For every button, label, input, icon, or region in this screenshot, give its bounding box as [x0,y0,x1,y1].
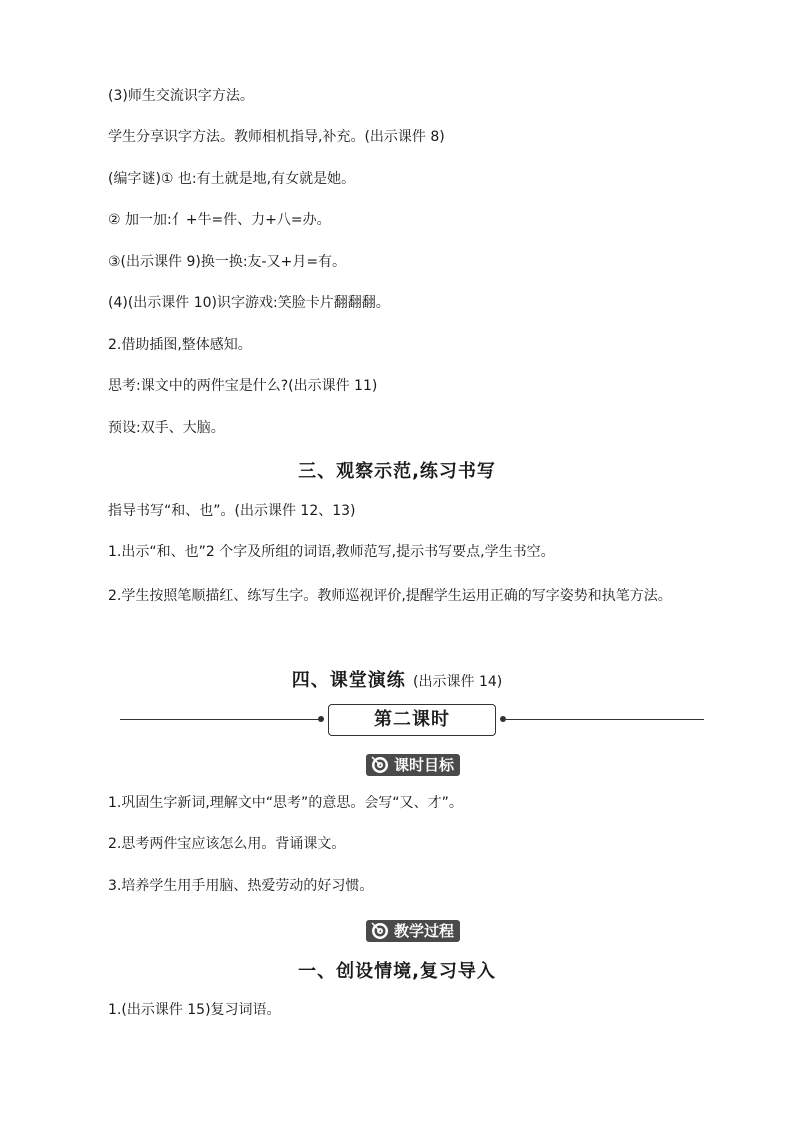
goal-item: 2.思考两件宝应该怎么用。背诵课文。 [108,836,346,852]
divider-dot-left [318,716,324,722]
section-heading-text: 四、课堂演练 [291,670,406,691]
goal-item: 1.巩固生字新词,理解文中“思考”的意思。会写“又、才”。 [108,795,463,811]
goal-item: 3.培养学生用手用脑、热爱劳动的好习惯。 [108,878,374,894]
text-line: 学生分享识字方法。教师相机指导,补充。(出示课件 8) [108,129,445,145]
goals-badge-label: 课时目标 [394,756,455,774]
section-heading: 一、创设情境,复习导入 [298,961,496,982]
text-line: (3)师生交流识字方法。 [108,88,254,104]
lesson-title-box: 第二课时 [328,704,496,736]
text-paragraph: 2.学生按照笔顺描红、练写生字。教师巡视评价,提醒学生运用正确的写字姿势和执笔方法。 [108,588,672,604]
text-line: 指导书写“和、也”。(出示课件 12、13) [108,503,356,519]
text-line: 2.借助插图,整体感知。 [108,337,252,353]
text-line: 思考:课文中的两件宝是什么?(出示课件 11) [108,378,378,394]
divider-line-right [506,719,704,720]
text-line: ③(出示课件 9)换一换:友-又+月=有。 [108,254,347,270]
text-line: 预设:双手、大脑。 [108,420,225,436]
section-heading: 三、观察示范,练习书写 [298,461,496,482]
text-line: ② 加一加:亻+牛=件、力+八=办。 [108,212,331,228]
process-badge [366,920,460,942]
section-heading-note: (出示课件 14) [413,674,503,690]
section-heading [0,666,794,692]
text-line: (4)(出示课件 10)识字游戏:笑脸卡片翻翻翻。 [108,295,390,311]
divider-line-left [120,719,324,720]
goals-badge [366,754,460,776]
target-icon [371,922,389,940]
text-line: 1.出示“和、也”2 个字及所组的词语,教师范写,提示书写要点,学生书空。 [108,544,555,560]
text-line: (编字谜)① 也:有土就是地,有女就是她。 [108,171,356,187]
target-icon [371,756,389,774]
process-badge-label: 教学过程 [394,922,455,940]
text-line: 1.(出示课件 15)复习词语。 [108,1002,281,1018]
